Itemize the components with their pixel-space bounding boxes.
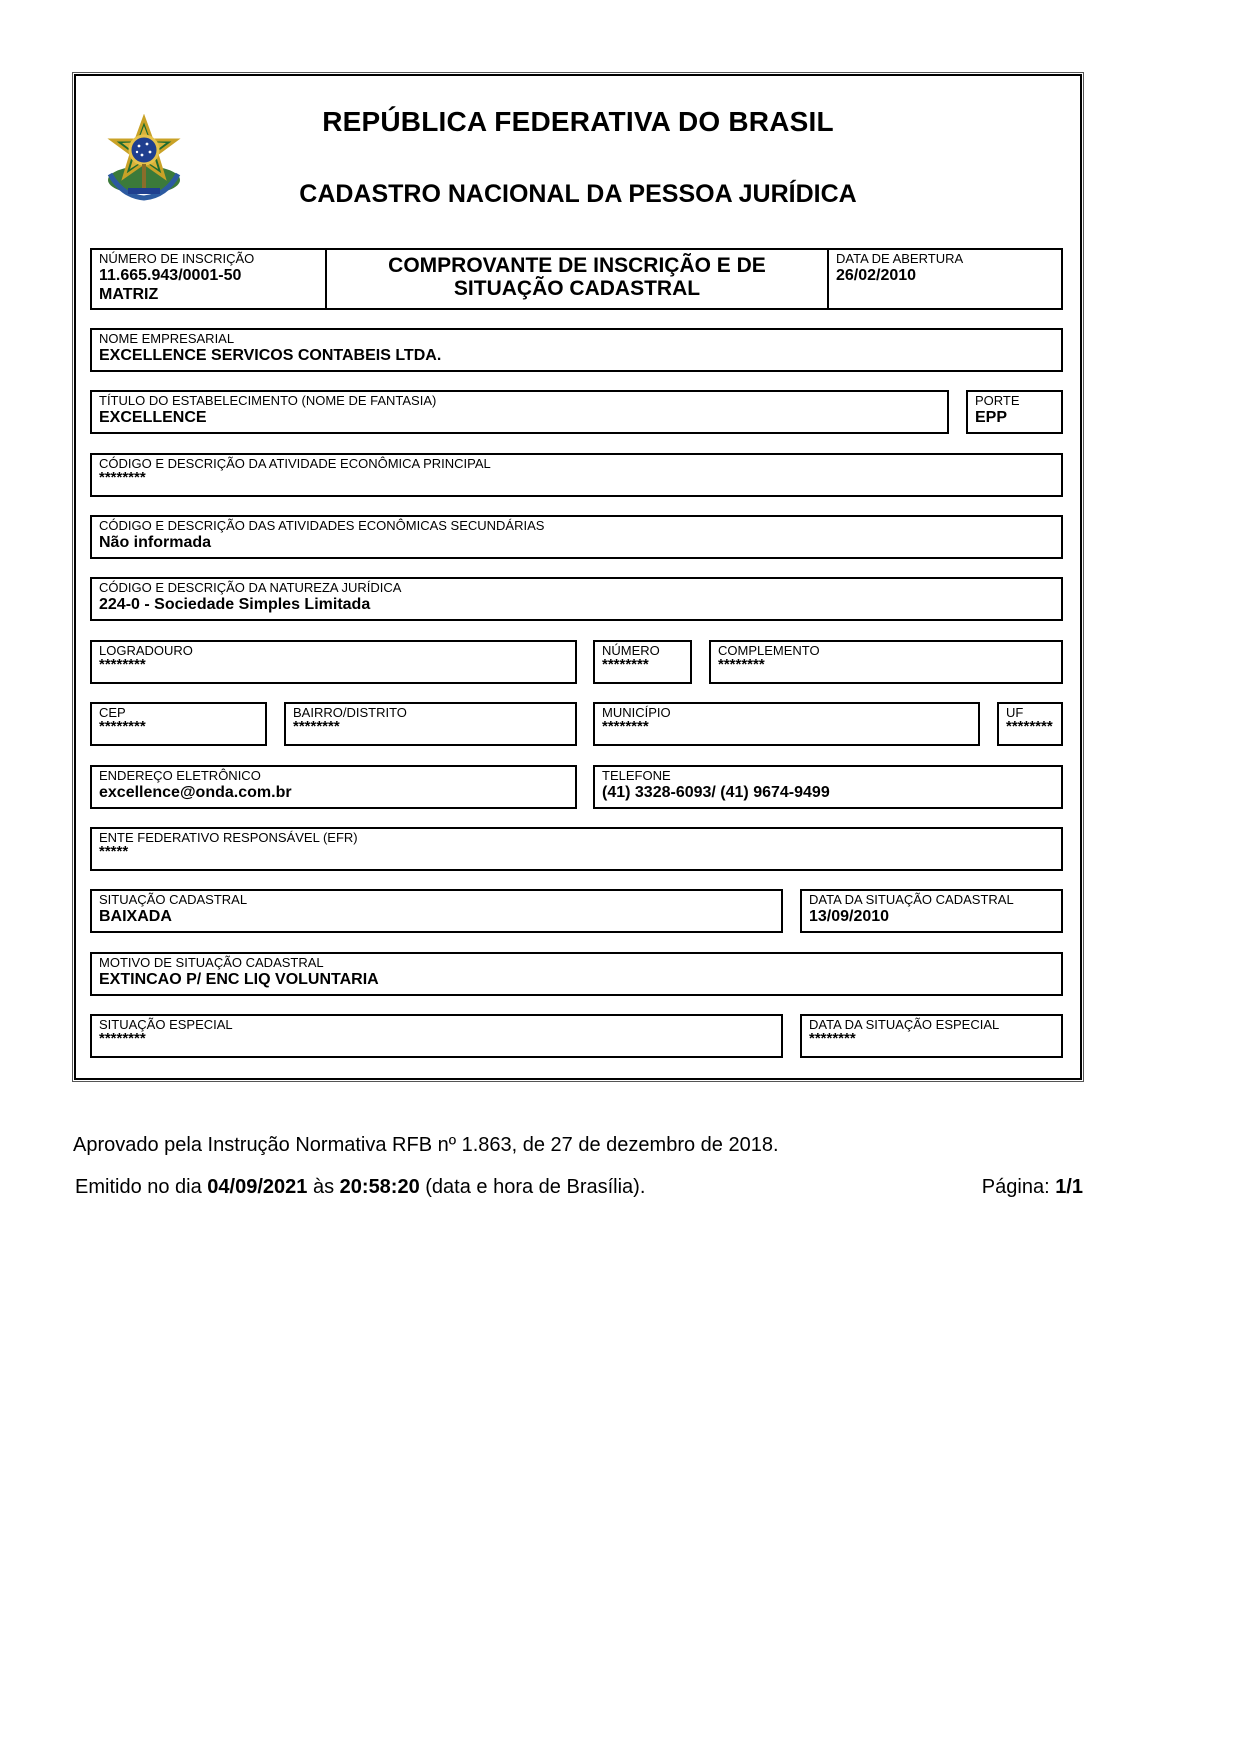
nome-empresarial-label: NOME EMPRESARIAL [99, 331, 235, 346]
page-title: REPÚBLICA FEDERATIVA DO BRASIL [322, 106, 834, 137]
bairro-value: ******** [293, 718, 340, 735]
atividade-principal-box [90, 453, 1063, 497]
atividade-principal-label: CÓDIGO E DESCRIÇÃO DA ATIVIDADE ECONÔMICA PRINCIPAL [99, 456, 491, 471]
uf-label: UF [1006, 705, 1024, 720]
data-situacao-value: 13/09/2010 [809, 908, 890, 925]
motivo-value: EXTINCAO P/ ENC LIQ VOLUNTARIA [99, 971, 379, 988]
efr-value: ***** [99, 843, 129, 860]
data-situacao-especial-value: ******** [809, 1030, 856, 1047]
municipio-label: MUNICÍPIO [602, 705, 671, 720]
situacao-label: SITUAÇÃO CADASTRAL [99, 892, 248, 907]
atividade-principal-value: ******** [99, 469, 146, 486]
situacao-especial-value: ******** [99, 1030, 146, 1047]
emission-time: 20:58:20 [339, 1176, 420, 1198]
municipio-box [593, 702, 980, 746]
data-situacao-especial-box [800, 1014, 1063, 1058]
document-frame [74, 74, 1082, 1080]
emission-prefix: Emitido no dia [75, 1176, 208, 1198]
motivo-label: MOTIVO DE SITUAÇÃO CADASTRAL [99, 955, 324, 970]
cep-value: ******** [99, 718, 146, 735]
inscricao-box [90, 248, 327, 310]
municipio-value: ******** [602, 718, 649, 735]
bairro-label: BAIRRO/DISTRITO [293, 705, 407, 720]
inscricao-value: 11.665.943/0001-50 [99, 267, 242, 284]
numero-label: NÚMERO [602, 643, 660, 658]
complemento-label: COMPLEMENTO [718, 643, 820, 658]
emission-date: 04/09/2021 [207, 1176, 308, 1198]
efr-box [90, 827, 1063, 871]
titulo-box [90, 390, 949, 434]
natureza-juridica-label: CÓDIGO E DESCRIÇÃO DA NATUREZA JURÍDICA [99, 580, 402, 595]
logradouro-box [90, 640, 577, 684]
inscricao-label: NÚMERO DE INSCRIÇÃO [99, 251, 255, 266]
situacao-especial-label: SITUAÇÃO ESPECIAL [99, 1017, 233, 1032]
telefone-label: TELEFONE [602, 768, 671, 783]
logradouro-label: LOGRADOURO [99, 643, 193, 658]
logradouro-value: ******** [99, 656, 146, 673]
telefone-value: (41) 3328-6093/ (41) 9674-9499 [602, 784, 830, 801]
situacao-box [90, 889, 783, 933]
cep-box [90, 702, 267, 746]
email-value: excellence@onda.com.br [99, 784, 292, 801]
document-title-box [325, 248, 829, 310]
bairro-box [284, 702, 577, 746]
uf-box [997, 702, 1063, 746]
document-title: COMPROVANTE DE INSCRIÇÃO E DE SITUAÇÃO CADASTRAL [388, 254, 766, 300]
telefone-box [593, 765, 1063, 809]
motivo-box [90, 952, 1063, 996]
page-number [982, 1176, 1083, 1199]
emission-mid: às [307, 1176, 340, 1198]
emission-suffix: (data e hora de Brasília). [419, 1176, 646, 1198]
page-label: Página: [981, 1176, 1056, 1198]
page-value: 1/1 [1055, 1176, 1083, 1198]
complemento-value: ******** [718, 656, 765, 673]
efr-label: ENTE FEDERATIVO RESPONSÁVEL (EFR) [99, 830, 358, 845]
atividades-secundarias-value: Não informada [99, 534, 212, 551]
titulo-value: EXCELLENCE [99, 409, 207, 426]
emission-line [75, 1176, 1083, 1199]
numero-box [593, 640, 692, 684]
abertura-box [827, 248, 1063, 310]
porte-value: EPP [975, 409, 1008, 426]
atividades-secundarias-label: CÓDIGO E DESCRIÇÃO DAS ATIVIDADES ECONÔMICAS SECUNDÁRIAS [99, 518, 545, 533]
natureza-juridica-box [90, 577, 1063, 621]
data-situacao-box [800, 889, 1063, 933]
situacao-value: BAIXADA [99, 908, 172, 925]
nome-empresarial-value: EXCELLENCE SERVICOS CONTABEIS LTDA. [99, 347, 442, 364]
nome-empresarial-box [90, 328, 1063, 372]
situacao-especial-box [90, 1014, 783, 1058]
complemento-box [709, 640, 1063, 684]
porte-label: PORTE [975, 393, 1020, 408]
uf-value: ******** [1006, 718, 1053, 735]
inscricao-tipo: MATRIZ [99, 286, 159, 303]
email-box [90, 765, 577, 809]
abertura-label: DATA DE ABERTURA [836, 251, 964, 266]
abertura-value: 26/02/2010 [836, 267, 917, 284]
atividades-secundarias-box [90, 515, 1063, 559]
approval-note: Aprovado pela Instrução Normativa RFB nº 1.863, de 27 de dezembro de 2018. [73, 1134, 779, 1156]
cep-label: CEP [99, 705, 126, 720]
email-label: ENDEREÇO ELETRÔNICO [99, 768, 261, 783]
titulo-label: TÍTULO DO ESTABELECIMENTO (NOME DE FANTASIA) [99, 393, 437, 408]
numero-value: ******** [602, 656, 649, 673]
page-subtitle: CADASTRO NACIONAL DA PESSOA JURÍDICA [299, 180, 857, 208]
porte-box [966, 390, 1063, 434]
natureza-juridica-value: 224-0 - Sociedade Simples Limitada [99, 596, 371, 613]
data-situacao-label: DATA DA SITUAÇÃO CADASTRAL [809, 892, 1014, 907]
data-situacao-especial-label: DATA DA SITUAÇÃO ESPECIAL [809, 1017, 1000, 1032]
